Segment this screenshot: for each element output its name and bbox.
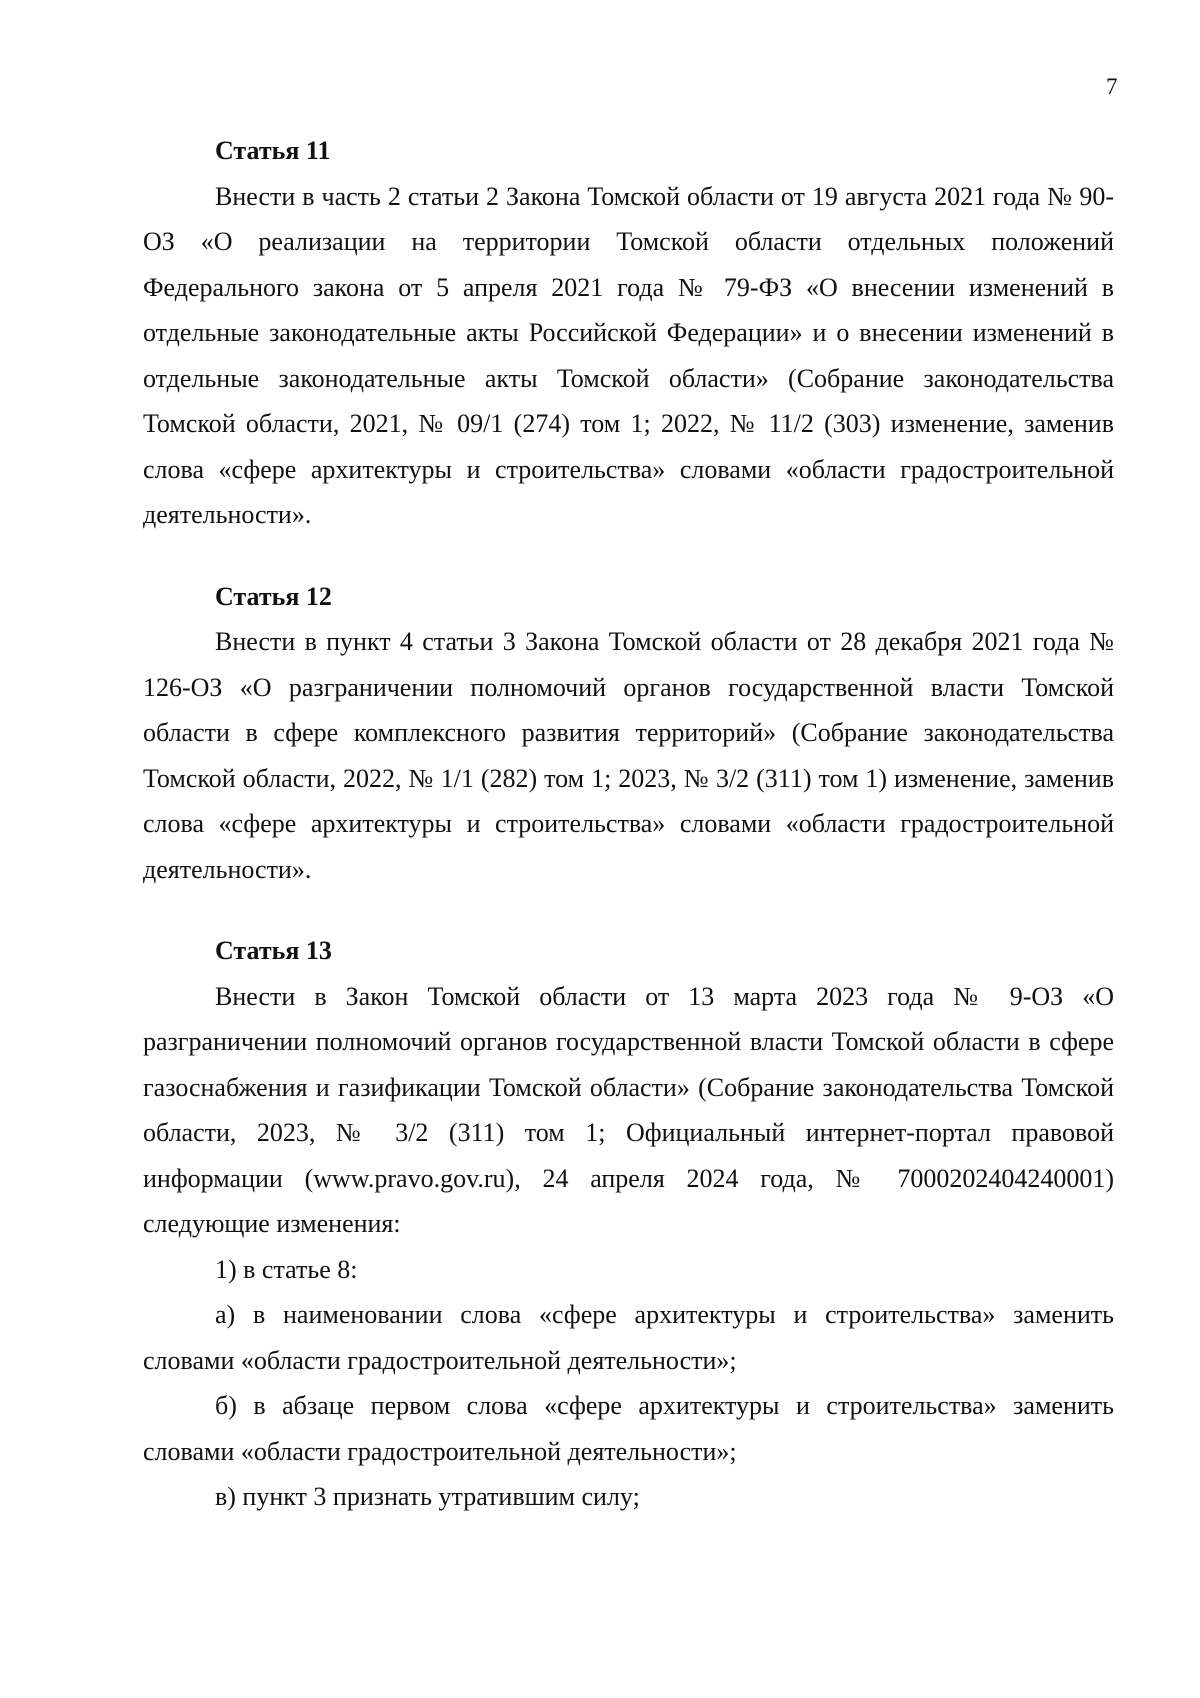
article-paragraph: Внести в часть 2 статьи 2 Закона Томской области от 19 августа 2021 года № 90-ОЗ «О реализации на территории Томской области отдельных положений Федерального закона от 5 апреля 2021 года № 79-ФЗ «О внесении изменений в отдельные законодательные акты Российской Федерации» и о внесении изменений в отдельные законодательные акты Томской области» (Собрание законодательства Томской области, 2021, № 09/1 (274) том 1; 2022, № 11/2 (303) изменение, заменив слова «сфере архитектуры и строительства» словами «области градостроительной деятельности». bbox=[143, 181, 1114, 529]
article-title: Статья 11 bbox=[215, 136, 331, 165]
document-body bbox=[143, 128, 1114, 1520]
list-item: а) в наименовании слова «сфере архитектуры и строительства» заменить словами «области градостроительной деятельности»; bbox=[143, 1300, 1114, 1375]
article-paragraph: Внести в Закон Томской области от 13 марта 2023 года № 9-ОЗ «О разграничении полномочий органов государственной власти Томской области в сфере газоснабжения и газификации Томской области» (Собрание законодательства Томской области, 2023, № 3/2 (311) том 1; Официальный интернет-портал правовой информации (www.pravo.gov.ru), 24 апреля 2024 года, № 7000202404240001) следующие изменения: bbox=[143, 981, 1114, 1238]
list-item: 1) в статье 8: bbox=[215, 1254, 358, 1284]
page-number: 7 bbox=[1106, 74, 1118, 99]
article-title: Статья 13 bbox=[215, 936, 332, 965]
article-12 bbox=[143, 574, 1114, 893]
list-item: б) в абзаце первом слова «сфере архитектуры и строительства» заменить словами «области градостроительной деятельности»; bbox=[143, 1391, 1114, 1466]
list-item: в) пункт 3 признать утратившим силу; bbox=[215, 1482, 640, 1511]
article-title: Статья 12 bbox=[215, 581, 332, 611]
article-11 bbox=[143, 128, 1114, 538]
article-paragraph: Внести в пункт 4 статьи 3 Закона Томской области от 28 декабря 2021 года № 126-ОЗ «О разграничении полномочий органов государственной власти Томской области в сфере комплексного развития территорий» (Собрание законодательства Томской области, 2022, № 1/1 (282) том 1; 2023, № 3/2 (311) том 1) изменение, заменив слова «сфере архитектуры и строительства» словами «области градостроительной деятельности». bbox=[143, 627, 1114, 884]
article-13 bbox=[143, 928, 1114, 1520]
